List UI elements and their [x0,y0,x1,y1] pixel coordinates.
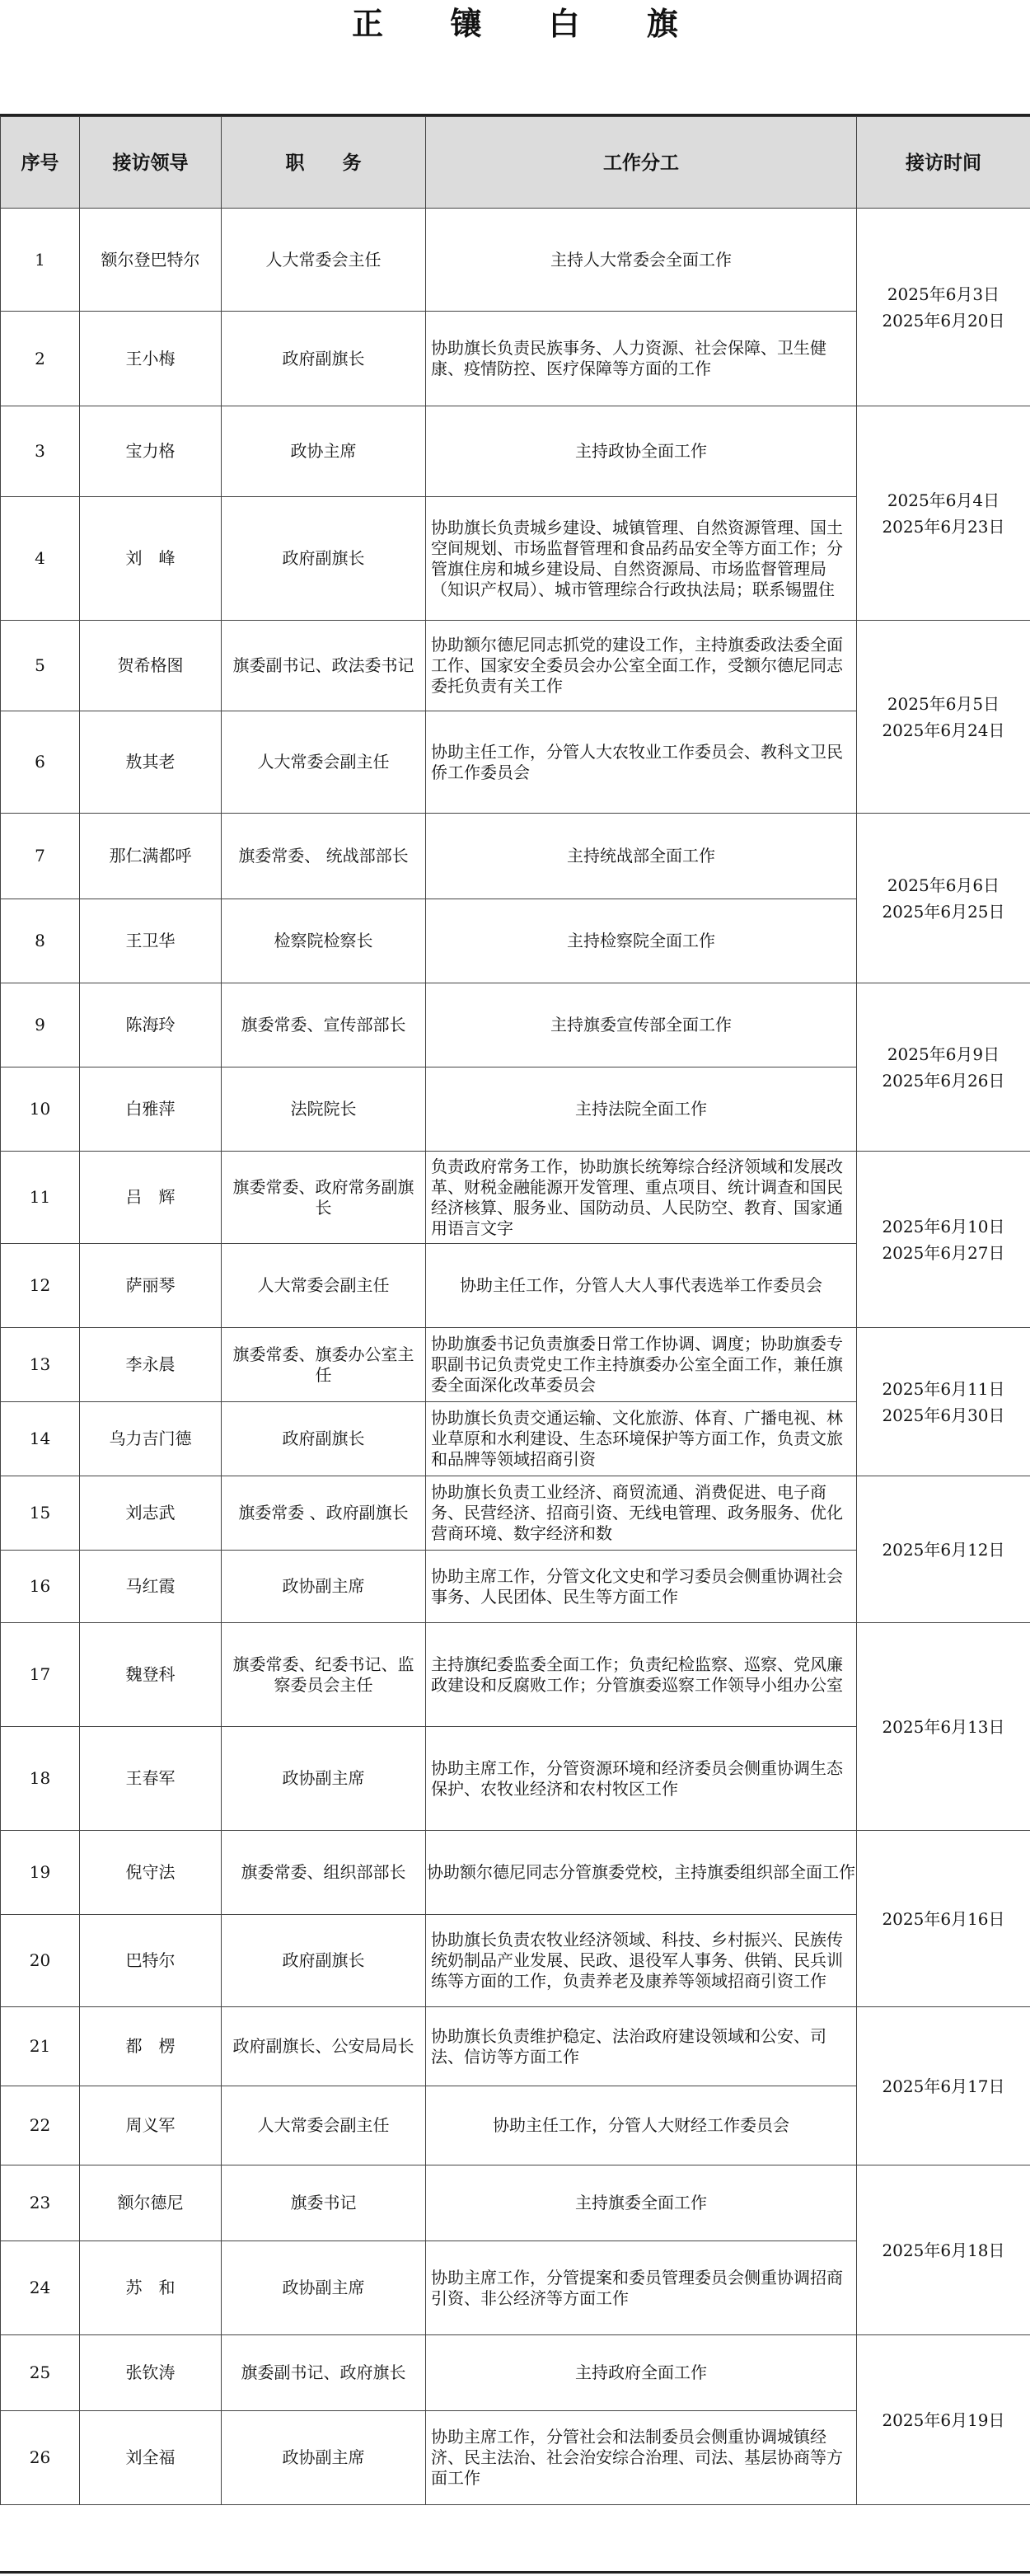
serial-cell [1,1402,80,1476]
leader-name-cell [80,1152,222,1244]
serial-cell-text: 6 [35,752,45,772]
leader-name-cell-text: 乌力吉门德 [109,1429,192,1448]
leader-name-cell-text: 吕 辉 [125,1187,176,1207]
reception-time-cell [857,814,1030,983]
serial-cell [1,1915,80,2007]
duty-cell-text: 协助主任工作，分管人大人事代表选举工作委员会 [460,1275,822,1295]
reception-date: 2025年6月12日 [882,1539,1005,1560]
leader-name-cell-text: 王小梅 [125,348,176,368]
serial-cell-text: 9 [35,1015,45,1035]
serial-cell-text: 21 [29,2036,51,2056]
position-cell [222,1328,426,1402]
leader-name-cell-text: 白雅萍 [125,1099,176,1119]
position-cell [222,1915,426,2007]
reception-date: 2025年6月6日 [887,875,1000,895]
position-cell [222,1551,426,1623]
serial-cell [1,406,80,497]
duty-cell-text: 主持人大常委会全面工作 [550,249,732,270]
leader-name-cell [80,1244,222,1328]
leader-name-cell-text: 额尔登巴特尔 [101,249,200,270]
serial-cell [1,1727,80,1831]
position-cell-text: 旗委常委、旗委办公室主任 [232,1344,414,1385]
duty-cell [426,2086,857,2165]
duty-cell [426,1551,857,1623]
duty-cell-text: 协助旗长负责城乡建设、城镇管理、自然资源管理、国土空间规划、市场监督管理和食品药品安全等方面工作；分管旗住房和城乡建设局、自然资源局、市场监督管理局（知识产权局）、城市管理综合行政执法局；联系锡盟住 [431,517,843,599]
leader-name-cell [80,983,222,1067]
leader-name-cell [80,1915,222,2007]
table-row [1,1328,1030,1402]
reception-time-cell [857,983,1030,1152]
reception-date: 2025年6月25日 [882,901,1005,922]
leader-name-cell [80,2241,222,2335]
position-cell-text: 检察院检察长 [274,931,373,950]
leader-name-cell-text: 周义军 [125,2115,176,2135]
serial-cell [1,1831,80,1915]
leader-name-cell [80,2411,222,2505]
duty-cell-text: 协助额尔德尼同志分管旗委党校，主持旗委组织部全面工作 [427,1862,855,1882]
reception-date: 2025年6月26日 [882,1070,1005,1091]
position-cell-text: 人大常委会副主任 [257,1275,390,1295]
leader-name-cell-text: 那仁满都呼 [109,846,192,866]
serial-cell [1,2241,80,2335]
reception-date: 2025年6月16日 [882,1908,1005,1929]
leader-name-cell-text: 刘全福 [125,2447,176,2467]
leader-name-cell-text: 陈海玲 [125,1015,176,1035]
reception-date: 2025年6月4日 [887,490,1000,510]
serial-cell-text: 13 [29,1354,51,1374]
serial-cell [1,2086,80,2165]
leader-name-cell [80,497,222,621]
reception-date: 2025年6月27日 [882,1242,1005,1263]
position-cell [222,711,426,814]
leader-name-cell-text: 李永晨 [125,1354,176,1374]
duty-cell [426,1623,857,1727]
leader-name-cell [80,1727,222,1831]
duty-cell [426,1831,857,1915]
serial-cell-text: 18 [29,1768,51,1788]
reception-time-cell [857,1328,1030,1476]
serial-cell-text: 7 [35,846,45,866]
position-cell-text: 政府副旗长 [282,1950,365,1970]
table-row [1,983,1030,1067]
reception-date: 2025年6月30日 [882,1405,1005,1425]
serial-cell-text: 15 [29,1503,51,1523]
duty-cell-text: 主持旗纪委监委全面工作；负责纪检监察、巡察、党风廉政建设和反腐败工作；分管旗委巡察工作领导小组办公室 [431,1654,843,1695]
serial-cell-text: 19 [29,1862,51,1882]
serial-cell-text: 2 [35,348,45,368]
position-cell [222,1727,426,1831]
reception-time-cell [857,2007,1030,2165]
duty-cell-text: 负责政府常务工作，协助旗长统筹综合经济领域和发展改革、财税金融能源开发管理、重点项目、统计调查和国民经济核算、服务业、国防动员、人民防空、教育、国家通用语言文字 [431,1156,843,1238]
duty-cell-text: 协助额尔德尼同志抓党的建设工作，主持旗委政法委全面工作、国家安全委员会办公室全面工作，受额尔德尼同志委托负责有关工作 [431,635,843,696]
serial-cell-text: 23 [29,2193,51,2212]
header-serial: 序号 [1,117,80,209]
reception-time-cell [857,406,1030,621]
leader-name-cell-text: 萨丽琴 [125,1275,176,1295]
position-cell [222,1623,426,1727]
position-cell [222,497,426,621]
reception-time-cell [857,209,1030,406]
position-cell-text: 旗委副书记、政府旗长 [241,2363,406,2382]
position-cell [222,1831,426,1915]
duty-cell-text: 主持政府全面工作 [575,2363,707,2382]
table-row [1,2007,1030,2086]
leader-name-cell [80,711,222,814]
position-cell-text: 法院院长 [290,1099,357,1119]
position-cell [222,2165,426,2241]
duty-cell-text: 主持统战部全面工作 [567,846,715,866]
table-row [1,1831,1030,1915]
position-cell [222,1476,426,1551]
serial-cell [1,983,80,1067]
reception-date: 2025年6月11日 [882,1378,1005,1399]
reception-date: 2025年6月3日 [887,284,1000,304]
duty-cell-text: 协助旗长负责交通运输、文化旅游、体育、广播电视、林业草原和水利建设、生态环境保护等方面工作，负责文旅和品牌等领域招商引资 [431,1408,843,1469]
duty-cell [426,1915,857,2007]
position-cell-text: 人大常委会主任 [265,249,382,270]
serial-cell-text: 3 [35,441,45,461]
duty-cell [426,1476,857,1551]
leader-name-cell [80,1551,222,1623]
position-cell [222,621,426,711]
serial-cell [1,1623,80,1727]
position-cell [222,1067,426,1152]
leader-name-cell [80,312,222,406]
leader-name-cell [80,209,222,312]
leader-name-cell-text: 苏 和 [125,2278,176,2297]
position-cell [222,406,426,497]
position-cell [222,1152,426,1244]
position-cell-text: 政协主席 [290,441,357,461]
position-cell-text: 旗委常委、 统战部部长 [238,846,409,866]
duty-cell [426,621,857,711]
duty-cell [426,983,857,1067]
serial-cell [1,1152,80,1244]
serial-cell [1,497,80,621]
serial-cell-text: 25 [29,2363,51,2382]
duty-cell-text: 主持检察院全面工作 [567,931,715,950]
position-cell-text: 政府副旗长 [282,348,365,368]
leader-name-cell-text: 刘 峰 [125,548,176,568]
table-row [1,621,1030,711]
position-cell-text: 政协副主席 [282,2278,365,2297]
serial-cell-text: 16 [29,1576,51,1596]
table-row [1,2335,1030,2411]
leader-name-cell-text: 额尔德尼 [117,2193,184,2212]
leader-name-cell-text: 巴特尔 [125,1950,176,1970]
position-cell-text: 旗委副书记、政法委书记 [232,655,414,675]
serial-cell [1,1067,80,1152]
duty-cell-text: 协助主任工作，分管人大农牧业工作委员会、教科文卫民侨工作委员会 [431,741,843,782]
duty-cell [426,1244,857,1328]
leader-name-cell-text: 王春军 [125,1768,176,1788]
serial-cell-text: 8 [35,931,45,950]
table-row [1,209,1030,312]
reception-time-cell [857,1831,1030,2007]
table-row [1,1152,1030,1244]
duty-cell [426,2165,857,2241]
serial-cell-text: 5 [35,655,45,675]
position-cell-text: 旗委常委、组织部部长 [241,1862,406,1882]
duty-cell-text: 主持旗委宣传部全面工作 [550,1015,732,1035]
reception-schedule-table [0,114,1030,2574]
serial-cell-text: 10 [29,1099,51,1119]
serial-cell [1,1244,80,1328]
duty-cell-text: 协助主任工作，分管人大财经工作委员会 [493,2115,789,2135]
duty-cell [426,814,857,899]
position-cell-text: 人大常委会副主任 [257,2115,390,2135]
leader-name-cell [80,1831,222,1915]
position-cell-text: 旗委常委、纪委书记、监察委员会主任 [232,1654,414,1695]
reception-time-cell [857,621,1030,814]
position-cell-text: 政府副旗长、公安局局长 [232,2036,414,2056]
reception-date: 2025年6月10日 [882,1216,1005,1236]
duty-cell [426,497,857,621]
leader-name-cell-text: 都 楞 [125,2036,176,2056]
table-row [1,1623,1030,1727]
position-cell-text: 旗委常委、宣传部部长 [241,1015,406,1035]
table-row [1,2165,1030,2241]
leader-name-cell [80,1402,222,1476]
table-row [1,406,1030,497]
position-cell-text: 旗委书记 [290,2193,357,2212]
position-cell [222,1402,426,1476]
position-cell [222,899,426,983]
reception-date: 2025年6月9日 [887,1044,1000,1064]
serial-cell-text: 1 [35,249,45,270]
position-cell [222,2086,426,2165]
duty-cell-text: 主持法院全面工作 [575,1099,707,1119]
leader-name-cell-text: 倪守法 [125,1862,176,1882]
reception-date: 2025年6月17日 [882,2076,1005,2096]
duty-cell-text: 协助主席工作，分管文化文史和学习委员会侧重协调社会事务、人民团体、民生等方面工作 [431,1565,843,1607]
leader-name-cell [80,406,222,497]
serial-cell [1,2007,80,2086]
reception-date: 2025年6月23日 [882,516,1005,537]
serial-cell-text: 22 [29,2115,51,2135]
duty-cell [426,1152,857,1244]
position-cell [222,983,426,1067]
position-cell [222,2411,426,2505]
serial-cell-text: 12 [29,1275,51,1295]
position-cell-text: 旗委常委、政府常务副旗长 [232,1176,414,1218]
duty-cell-text: 协助旗委书记负责旗委日常工作协调、调度；协助旗委专职副书记负责党史工作主持旗委办公室全面工作，兼任旗委全面深化改革委员会 [431,1334,843,1395]
serial-cell [1,711,80,814]
duty-cell [426,1067,857,1152]
reception-date: 2025年6月13日 [882,1716,1005,1737]
position-cell [222,1244,426,1328]
leader-name-cell [80,814,222,899]
position-cell-text: 政府副旗长 [282,548,365,568]
page-title: 正 镶 白 旗 [352,5,706,42]
duty-cell-text: 协助主席工作，分管资源环境和经济委员会侧重协调生态保护、农牧业经济和农村牧区工作 [431,1757,843,1799]
leader-name-cell [80,2007,222,2086]
reception-time-cell [857,2165,1030,2335]
table-body [1,209,1030,2505]
reception-date: 2025年6月24日 [882,720,1005,740]
position-cell-text: 旗委常委 、政府副旗长 [238,1503,409,1523]
position-cell-text: 政协副主席 [282,1576,365,1596]
table-row [1,814,1030,899]
leader-name-cell [80,2165,222,2241]
serial-cell [1,1551,80,1623]
duty-cell-text: 协助旗长负责维护稳定、法治政府建设领域和公安、司法、信访等方面工作 [431,2025,826,2067]
serial-cell [1,312,80,406]
duty-cell [426,209,857,312]
serial-cell [1,899,80,983]
reception-date: 2025年6月19日 [882,2409,1005,2430]
duty-cell-text: 协助主席工作，分管社会和法制委员会侧重协调城镇经济、民主法治、社会治安综合治理、司法、基层协商等方面工作 [431,2427,843,2488]
duty-cell [426,1727,857,1831]
duty-cell [426,2335,857,2411]
position-cell [222,2335,426,2411]
serial-cell [1,814,80,899]
header-leader: 接访领导 [80,117,222,209]
position-cell [222,814,426,899]
serial-cell-text: 24 [29,2278,51,2297]
duty-cell [426,2411,857,2505]
duty-cell [426,711,857,814]
serial-cell-text: 20 [29,1950,51,1970]
leader-name-cell-text: 敖其老 [125,752,176,772]
duty-cell-text: 协助旗长负责农牧业经济领域、科技、乡村振兴、民族传统奶制品产业发展、民政、退役军人事务、供销、民兵训练等方面的工作，负责养老及康养等领域招商引资工作 [431,1930,843,1991]
leader-name-cell [80,1476,222,1551]
serial-cell [1,2411,80,2505]
leader-name-cell-text: 魏登科 [125,1664,176,1684]
position-cell [222,312,426,406]
serial-cell-text: 4 [35,548,45,568]
leader-name-cell [80,1328,222,1402]
position-cell-text: 人大常委会副主任 [257,752,390,772]
serial-cell [1,1328,80,1402]
leader-name-cell-text: 宝力格 [125,441,176,461]
leader-name-cell [80,1067,222,1152]
duty-cell-text: 协助旗长负责工业经济、商贸流通、消费促进、电子商务、民营经济、招商引资、无线电管理、政务服务、优化营商环境、数字经济和数 [431,1482,843,1543]
duty-cell [426,312,857,406]
position-cell [222,209,426,312]
leader-name-cell [80,1623,222,1727]
reception-date: 2025年6月5日 [887,693,1000,714]
header-duty: 工作分工 [426,117,857,209]
position-cell [222,2007,426,2086]
leader-name-cell-text: 张钦涛 [125,2363,176,2382]
duty-cell [426,2007,857,2086]
leader-name-cell-text: 马红霞 [125,1576,176,1596]
serial-cell [1,1476,80,1551]
header-time: 接访时间 [857,117,1030,209]
reception-time-cell [857,1476,1030,1623]
reception-time-cell [857,2335,1030,2505]
duty-cell [426,1402,857,1476]
serial-cell-text: 26 [29,2447,51,2467]
position-cell-text: 政协副主席 [282,2447,365,2467]
duty-cell-text: 协助主席工作，分管提案和委员管理委员会侧重协调招商引资、非公经济等方面工作 [431,2267,843,2308]
serial-cell [1,2335,80,2411]
duty-cell-text: 主持政协全面工作 [575,441,707,461]
header-position: 职 务 [222,117,426,209]
leader-name-cell-text: 王卫华 [125,931,176,950]
leader-name-cell [80,621,222,711]
duty-cell [426,899,857,983]
duty-cell [426,1328,857,1402]
duty-cell [426,2241,857,2335]
duty-cell-text: 主持旗委全面工作 [575,2193,707,2212]
duty-cell-text: 协助旗长负责民族事务、人力资源、社会保障、卫生健康、疫情防控、医疗保障等方面的工作 [431,338,826,378]
reception-time-cell [857,1623,1030,1831]
duty-cell [426,406,857,497]
position-cell [222,2241,426,2335]
reception-date: 2025年6月18日 [882,2240,1005,2260]
serial-cell-text: 11 [29,1187,51,1207]
leader-name-cell-text: 贺希格图 [117,655,184,675]
table-row [1,1476,1030,1551]
leader-name-cell [80,899,222,983]
reception-time-cell [857,1152,1030,1328]
serial-cell-text: 17 [29,1664,51,1684]
position-cell-text: 政协副主席 [282,1768,365,1788]
position-cell-text: 政府副旗长 [282,1429,365,1448]
serial-cell [1,621,80,711]
leader-name-cell-text: 刘志武 [125,1503,176,1523]
serial-cell [1,209,80,312]
serial-cell [1,2165,80,2241]
table-header-row [1,117,1030,209]
reception-date: 2025年6月20日 [882,310,1005,331]
leader-name-cell [80,2086,222,2165]
leader-name-cell [80,2335,222,2411]
serial-cell-text: 14 [29,1429,51,1448]
